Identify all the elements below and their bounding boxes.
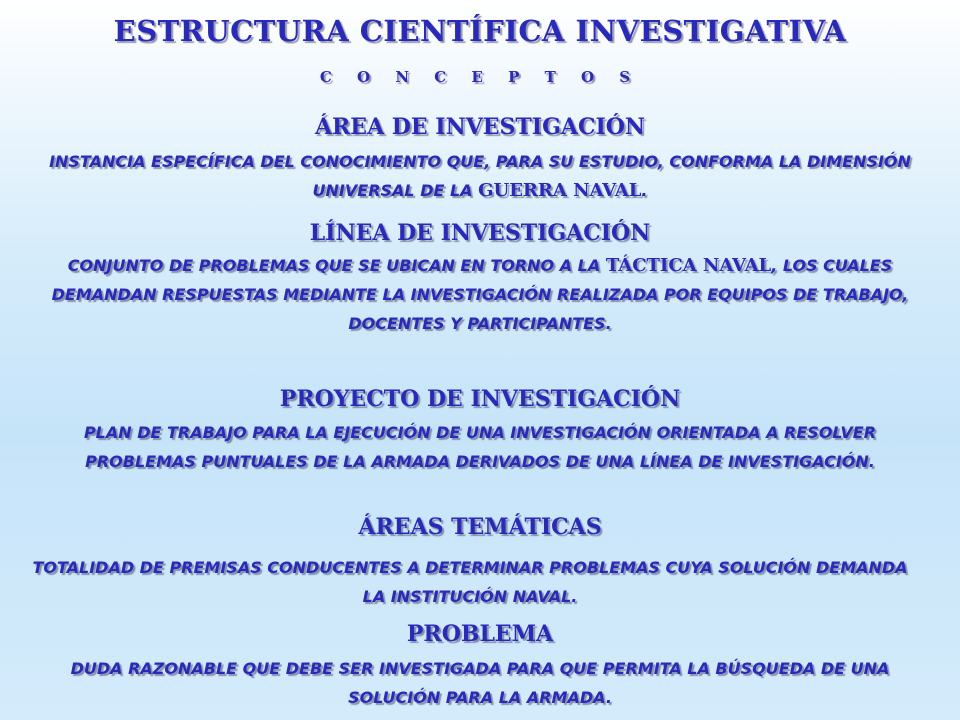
linea-text-end: , LOS CUALES DEMANDAN RESPUESTAS MEDIANTE LA INVESTIGACIÓN REALIZADA POR EQUIPOS DE TRABAJO, DOCENTES Y PARTICIPANTES. <box>51 256 909 333</box>
problema-heading: PROBLEMA <box>406 621 554 647</box>
area-text-end: . <box>641 181 648 200</box>
areas-tematicas-definition: TOTALIDAD DE PREMISAS CONDUCENTES A DETERMINAR PROBLEMAS CUYA SOLUCIÓN DEMANDA LA INSTITUCIÓN NAVAL. <box>32 558 908 606</box>
linea-highlight: TÁCTICA NAVAL <box>605 255 772 276</box>
proyecto-definition: PLAN DE TRABAJO PARA LA EJECUCIÓN DE UNA INVESTIGACIÓN ORIENTADA A RESOLVER PROBLEMAS PUNTUALES DE LA ARMADA DERIVADOS DE UNA LÍNEA DE INVESTIGACIÓN. <box>83 423 877 471</box>
linea-text-start: CONJUNTO DE PROBLEMAS QUE SE UBICAN EN TORNO A LA <box>67 256 606 275</box>
areas-tematicas-heading: ÁREAS TEMÁTICAS <box>358 514 602 540</box>
slide-subtitle: C O N C E P T O S <box>319 68 641 86</box>
slide-title: ESTRUCTURA CIENTÍFICA INVESTIGATIVA <box>113 14 847 48</box>
area-highlight: GUERRA NAVAL <box>478 180 642 201</box>
proyecto-heading: PROYECTO DE INVESTIGACIÓN <box>279 386 681 412</box>
area-text-start: INSTANCIA ESPECÍFICA DEL CONOCIMIENTO QUE, PARA SU ESTUDIO, CONFORMA LA DIMENSIÓN UNIVERSAL DE LA <box>49 152 911 200</box>
problema-definition: DUDA RAZONABLE QUE DEBE SER INVESTIGADA PARA QUE PERMITA LA BÚSQUEDA DE UNA SOLUCIÓN PARA LA ARMADA. <box>70 659 890 707</box>
linea-heading: LÍNEA DE INVESTIGACIÓN <box>309 220 651 246</box>
area-heading: ÁREA DE INVESTIGACIÓN <box>314 114 646 140</box>
linea-definition <box>40 251 920 338</box>
area-definition <box>30 147 930 205</box>
